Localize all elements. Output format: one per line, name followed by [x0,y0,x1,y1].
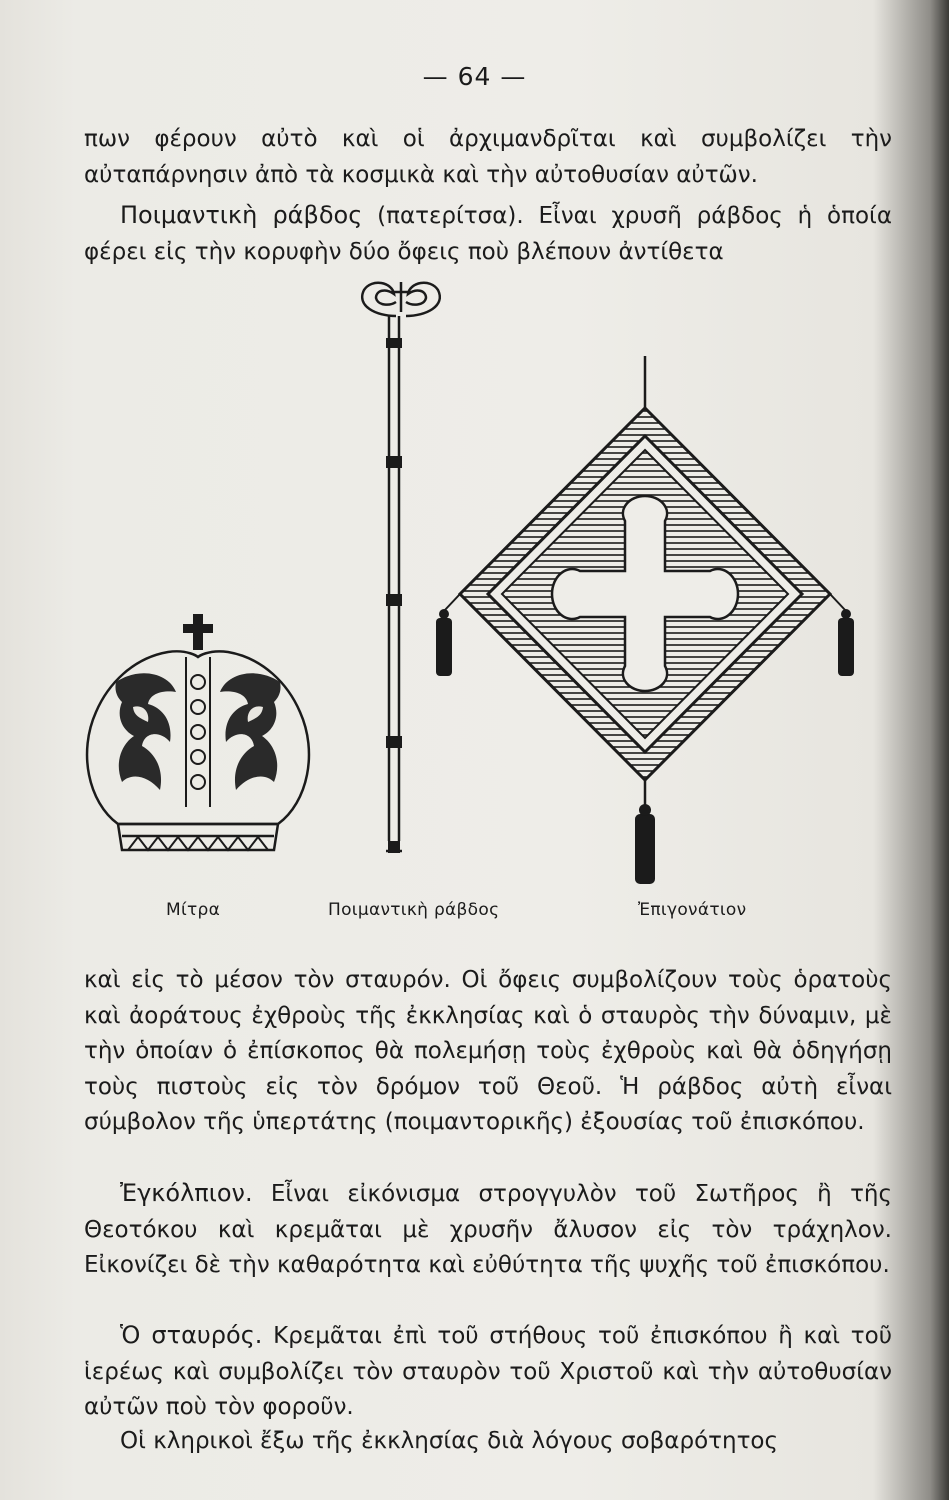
caption-mitre: Μίτρα [166,900,221,920]
caption-pastoral-staff: Ποιμαντικὴ ράβδος [328,900,500,920]
page-number: — 64 — [422,62,527,91]
term-cross: Ὁ σταυρός. [120,1321,263,1349]
paragraph-encolpion-text: Εἶναι εἰκόνισμα στρογγυλὸν τοῦ Σωτῆρος ἢ τῆς Θεοτόκου καὶ κρεμᾶται μὲ χρυσῆν ἄλυσον εἰς τὸν τράχηλον. Εἰκονίζει δὲ τὴν καθαρότητα καὶ εὐθύτητα τῆς ψυχῆς τοῦ ἐπισκόπου. [84,1181,892,1278]
paragraph-pastoral-staff-text: (πατερίτσα). Εἶναι χρυσῆ ράβδος ἡ ὁποία φέρει εἰς τὴν κορυφὴν δύο ὄφεις ποὺ βλέπουν ἀντίθετα [84,203,892,265]
epigonation-illustration [420,336,870,896]
paragraph-encolpion [84,1176,892,1284]
paragraph-cross-text: Κρεμᾶται ἐπὶ τοῦ στήθους τοῦ ἐπισκόπου ἢ καὶ τοῦ ἱερέως καὶ συμβολίζει τὸν σταυρὸν τοῦ Χριστοῦ καὶ τὴν αὐτοθυσίαν αὐτῶν ποὺ τὸν φοροῦν. [84,1323,893,1420]
term-encolpion: Ἐγκόλπιον. [120,1179,253,1207]
paragraph-continuation: πων φέρουν αὐτὸ καὶ οἱ ἀρχιμανδρῖται καὶ συμβολίζει τὴν αὐταπάρνησιν ἀπὸ τὰ κοσμικὰ καὶ τὴν αὐτοθυσίαν αὐτῶν. [84,126,892,188]
paragraph-cross [84,1318,892,1426]
paragraph-clergy: Οἱ κληρικοὶ ἔξω τῆς ἐκκλησίας διὰ λόγους σοβαρότητος [120,1428,778,1454]
caption-epigonation: Ἐπιγονάτιον [638,900,747,920]
mitre-illustration [78,612,318,862]
paragraph-pastoral-staff [84,198,892,270]
paragraph-serpents-cross: καὶ εἰς τὸ μέσον τὸν σταυρόν. Οἱ ὄφεις συμβολίζουν τοὺς ὁρατοὺς καὶ ἀοράτους ἐχθροὺς τῆς ἐκκλησίας καὶ ὁ σταυρὸς τὴν δύναμιν, μὲ τὴν ὁποίαν ὁ ἐπίσκοπος θὰ πολεμήσῃ τοὺς ἐχθροὺς καὶ θὰ ὁδηγήσῃ τοὺς πιστοὺς εἰς τὸν δρόμον τοῦ Θεοῦ. Ἡ ράβδος αὐτὴ εἶναι σύμβολον τῆς ὑπερτάτης (ποιμαντορικῆς) ἐξουσίας τοῦ ἐπισκόπου. [84,967,892,1135]
term-pastoral-staff: Ποιμαντικὴ ράβδος [120,201,363,229]
